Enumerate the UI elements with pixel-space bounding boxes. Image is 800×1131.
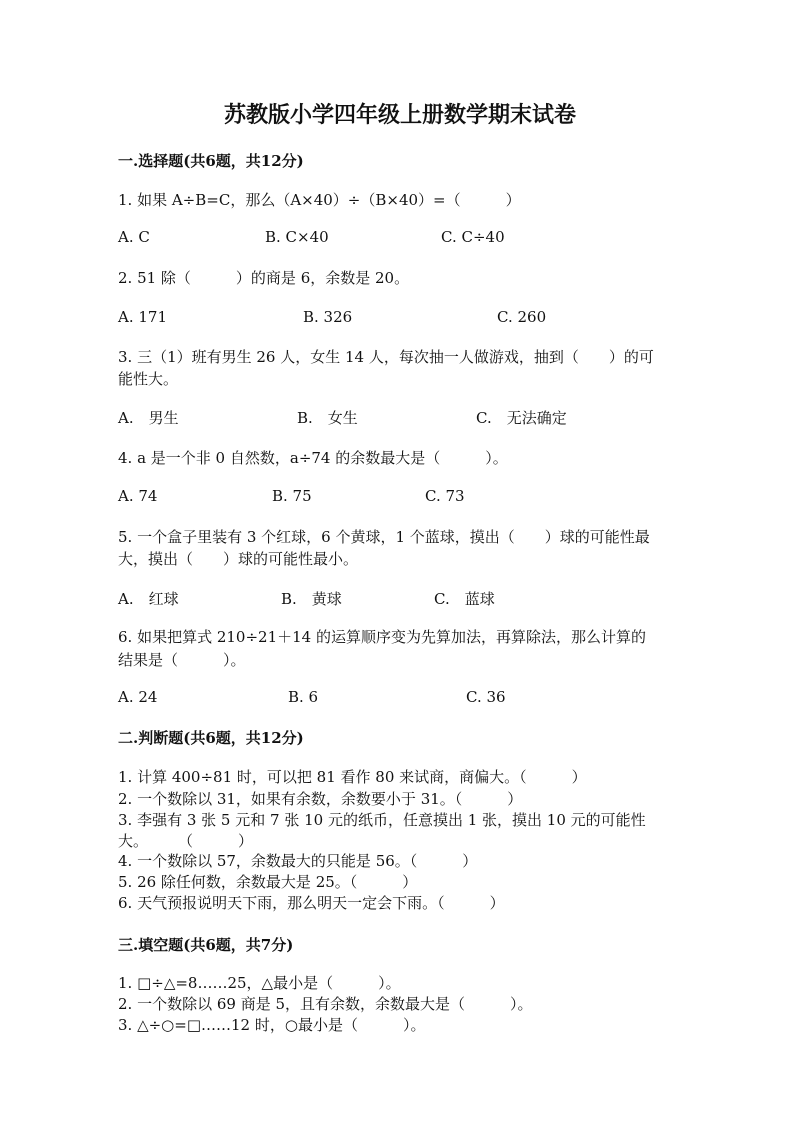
section3-heading: 三.填空题(共6题，共7分) <box>118 936 294 954</box>
q6-text-line1: 6. 如果把算式 210÷21＋14 的运算顺序变为先算加法，再算除法，那么计算的 <box>118 628 646 646</box>
q5-text-line1: 5. 一个盒子里装有 3 个红球，6 个黄球，1 个蓝球，摸出（ ）球的可能性最 <box>118 528 650 546</box>
q2-option-a: A. 171 <box>118 308 167 326</box>
section1-heading: 一.选择题(共6题，共12分) <box>118 152 304 170</box>
q1-option-a: A. C <box>118 228 150 246</box>
q1-text: 1. 如果 A÷B=C，那么（A×40）÷（B×40）=（ ） <box>118 191 521 209</box>
q2-option-b: B. 326 <box>303 308 353 326</box>
q5-option-b: B. 黄球 <box>281 590 342 608</box>
q3-option-b: B. 女生 <box>297 409 358 427</box>
q4-option-b: B. 75 <box>272 487 312 505</box>
q3-text-line2: 能性大。 <box>118 370 179 388</box>
q3-text-line1: 3. 三（1）班有男生 26 人，女生 14 人，每次抽一人做游戏，抽到（ ）的可 <box>118 348 654 366</box>
page-title: 苏教版小学四年级上册数学期末试卷 <box>223 102 576 128</box>
q5-option-a: A. 红球 <box>118 590 179 608</box>
q4-text: 4. a 是一个非 0 自然数，a÷74 的余数最大是（ ）。 <box>118 449 508 467</box>
q2-option-c: C. 260 <box>497 308 547 326</box>
q6-text-line2: 结果是（ ）。 <box>118 651 246 669</box>
judge-line-2: 2. 一个数除以 31，如果有余数，余数要小于 31。（ ） <box>118 790 523 808</box>
fill-line-1: 1. □÷△=8……25，△最小是（ ）。 <box>118 974 401 992</box>
q3-option-c: C. 无法确定 <box>476 409 567 427</box>
q1-option-b: B. C×40 <box>265 228 329 246</box>
judge-line-1: 1. 计算 400÷81 时，可以把 81 看作 80 来试商，商偏大。（ ） <box>118 768 587 786</box>
q2-text: 2. 51 除（ ）的商是 6，余数是 20。 <box>118 269 410 287</box>
judge-line-4: 4. 一个数除以 57，余数最大的只能是 56。（ ） <box>118 852 478 870</box>
judge-line-3a: 3. 李强有 3 张 5 元和 7 张 10 元的纸币，任意摸出 1 张，摸出 10 元的可能性 <box>118 811 646 829</box>
q1-option-c: C. C÷40 <box>441 228 505 246</box>
q6-option-a: A. 24 <box>118 688 158 706</box>
q3-option-a: A. 男生 <box>118 409 179 427</box>
q4-option-c: C. 73 <box>425 487 465 505</box>
section2-heading: 二.判断题(共6题，共12分) <box>118 729 304 747</box>
fill-line-2: 2. 一个数除以 69 商是 5，且有余数，余数最大是（ ）。 <box>118 995 533 1013</box>
fill-line-3: 3. △÷○=□……12 时，○最小是（ ）。 <box>118 1016 426 1034</box>
q5-text-line2: 大，摸出（ ）球的可能性最小。 <box>118 550 359 568</box>
q6-option-b: B. 6 <box>288 688 319 706</box>
judge-line-5: 5. 26 除任何数，余数最大是 25。（ ） <box>118 873 418 891</box>
q6-option-c: C. 36 <box>466 688 506 706</box>
judge-line-3b: 大。 （ ） <box>118 832 254 850</box>
q5-option-c: C. 蓝球 <box>434 590 495 608</box>
q4-option-a: A. 74 <box>118 487 158 505</box>
judge-line-6: 6. 天气预报说明天下雨，那么明天一定会下雨。（ ） <box>118 894 505 912</box>
